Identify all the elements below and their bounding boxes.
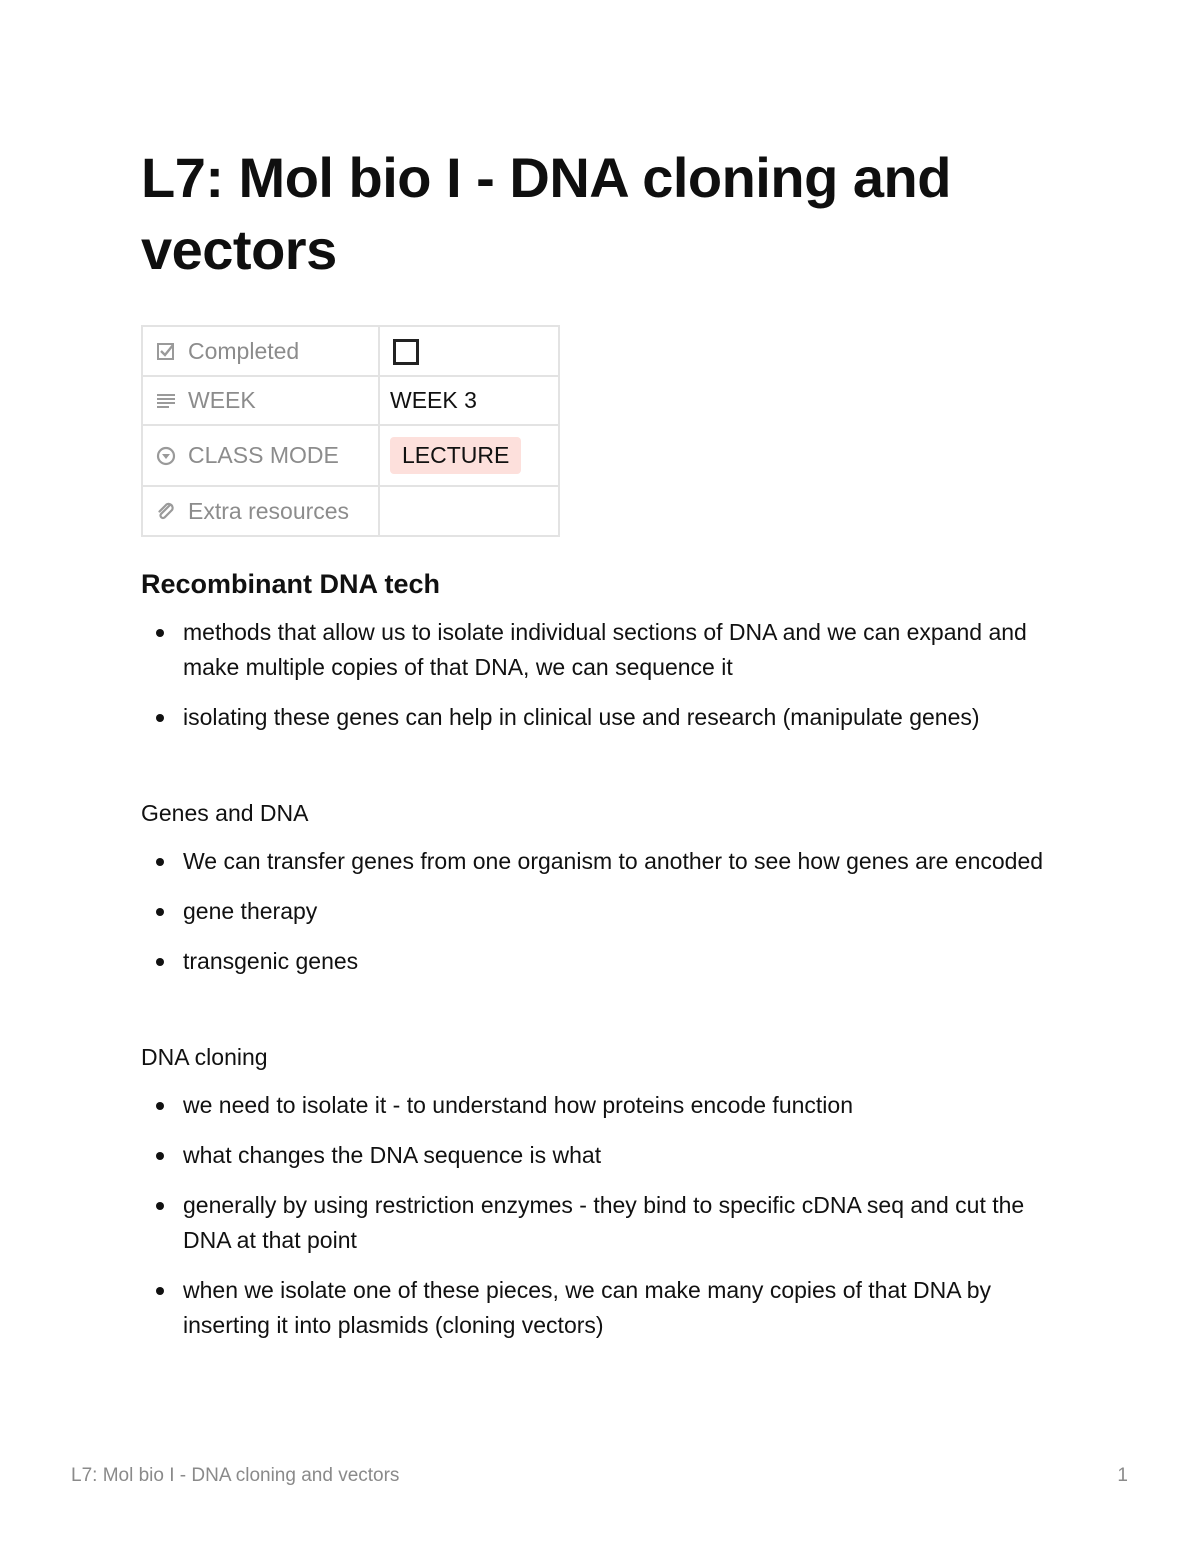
- list-item: gene therapy: [141, 894, 1061, 929]
- section-label: DNA cloning: [141, 1044, 268, 1070]
- section-heading: Recombinant DNA tech: [141, 569, 441, 599]
- text-lines-icon: [156, 391, 176, 411]
- properties-table: [141, 325, 560, 537]
- page-title: L7: Mol bio I - DNA cloning and vectors: [141, 146, 951, 281]
- property-key-class-mode: [142, 425, 379, 486]
- property-value-week: WEEK 3: [379, 376, 559, 425]
- property-label: WEEK: [188, 387, 256, 413]
- completed-checkbox[interactable]: [393, 339, 419, 365]
- property-value-completed: [379, 326, 559, 376]
- section-label: Genes and DNA: [141, 800, 309, 826]
- property-row-class-mode: [142, 425, 559, 486]
- list-item: transgenic genes: [141, 944, 1061, 979]
- property-row-completed: [142, 326, 559, 376]
- checkbox-icon: [156, 341, 176, 361]
- list-item: We can transfer genes from one organism to another to see how genes are encoded: [141, 844, 1061, 879]
- list-item: isolating these genes can help in clinical use and research (manipulate genes): [141, 700, 1061, 735]
- bullet-list: [141, 1088, 1061, 1343]
- list-item: methods that allow us to isolate individual sections of DNA and we can expand and make multiple copies of that DNA, we can sequence it: [141, 615, 1061, 685]
- list-item: we need to isolate it - to understand how proteins encode function: [141, 1088, 1061, 1123]
- list-item: generally by using restriction enzymes - they bind to specific cDNA seq and cut the DNA at that point: [141, 1188, 1061, 1258]
- list-item: what changes the DNA sequence is what: [141, 1138, 1061, 1173]
- property-label: Completed: [188, 337, 300, 364]
- property-label: Extra resources: [188, 497, 350, 524]
- class-mode-tag: LECTURE: [390, 437, 521, 474]
- property-value-extra-resources[interactable]: [379, 486, 559, 536]
- bullet-list: [141, 615, 1061, 735]
- note-content: [141, 567, 1061, 1358]
- bullet-list: [141, 844, 1061, 979]
- property-key-extra-resources: [142, 486, 379, 536]
- property-row-week: [142, 376, 559, 425]
- footer-title: L7: Mol bio I - DNA cloning and vectors: [71, 1465, 400, 1486]
- property-value-class-mode: [379, 425, 559, 486]
- footer-page-number: 1: [1117, 1465, 1128, 1486]
- property-row-extra-resources: [142, 486, 559, 536]
- property-label: CLASS MODE: [188, 442, 339, 468]
- select-circle-icon: [156, 446, 176, 466]
- paperclip-icon: [156, 501, 176, 521]
- property-key-completed: [142, 326, 379, 376]
- property-key-week: [142, 376, 379, 425]
- list-item: when we isolate one of these pieces, we can make many copies of that DNA by inserting it into plasmids (cloning vectors): [141, 1273, 1061, 1343]
